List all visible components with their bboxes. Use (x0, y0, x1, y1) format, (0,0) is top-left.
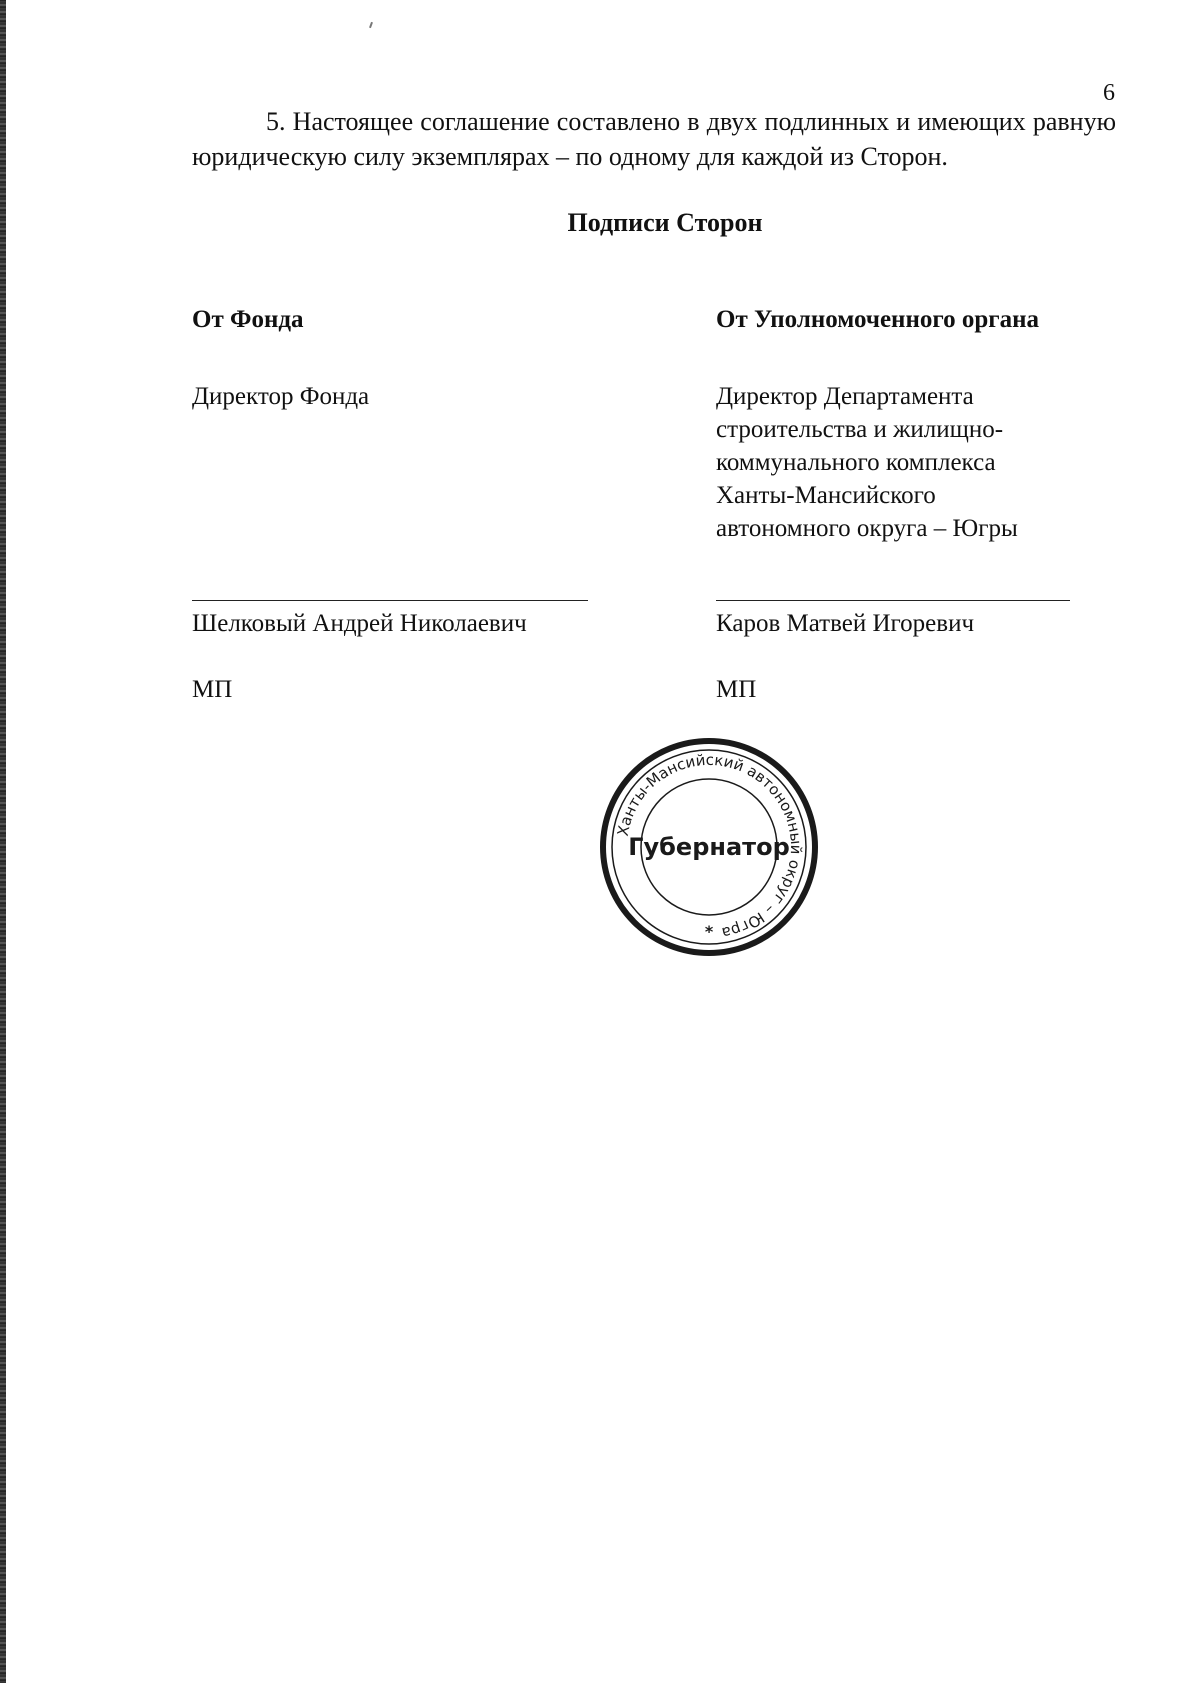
left-signer-name: Шелковый Андрей Николаевич (192, 610, 527, 637)
stamp-star: * (704, 922, 714, 941)
left-signature-line (192, 600, 588, 601)
right-title-line: коммунального комплекса (716, 449, 996, 476)
left-seal-place: МП (192, 676, 233, 703)
right-party-heading: От Уполномоченного органа (716, 306, 1039, 333)
clause-5-paragraph: 5. Настоящее соглашение составлено в двух подлинных и имеющих равную юридическую силу экземплярах – по одному для каждой из Сторон. (192, 107, 1116, 171)
right-title-line: Ханты-Мансийского (716, 482, 936, 509)
right-seal-place: МП (716, 676, 757, 703)
scan-speck (369, 22, 373, 28)
signatures-title: Подписи Сторон (567, 208, 763, 237)
right-title-line: Директор Департамента (716, 383, 974, 410)
right-title-line: строительства и жилищно- (716, 416, 1004, 443)
page-number: 6 (1103, 80, 1115, 106)
right-title-line: автономного округа – Югры (716, 515, 1018, 542)
right-party-title (716, 380, 1018, 545)
left-party-heading: От Фонда (192, 306, 304, 333)
governor-stamp (596, 734, 822, 960)
left-party-title: Директор Фонда (192, 383, 370, 410)
stamp-center-text: Губернатор (628, 833, 790, 861)
stamp-ring-text: Ханты-Мансийский автономный округ – Югра (613, 750, 806, 942)
right-signature-line (716, 600, 1070, 601)
right-signer-name: Каров Матвей Игоревич (716, 610, 975, 637)
scan-edge (0, 0, 6, 1683)
